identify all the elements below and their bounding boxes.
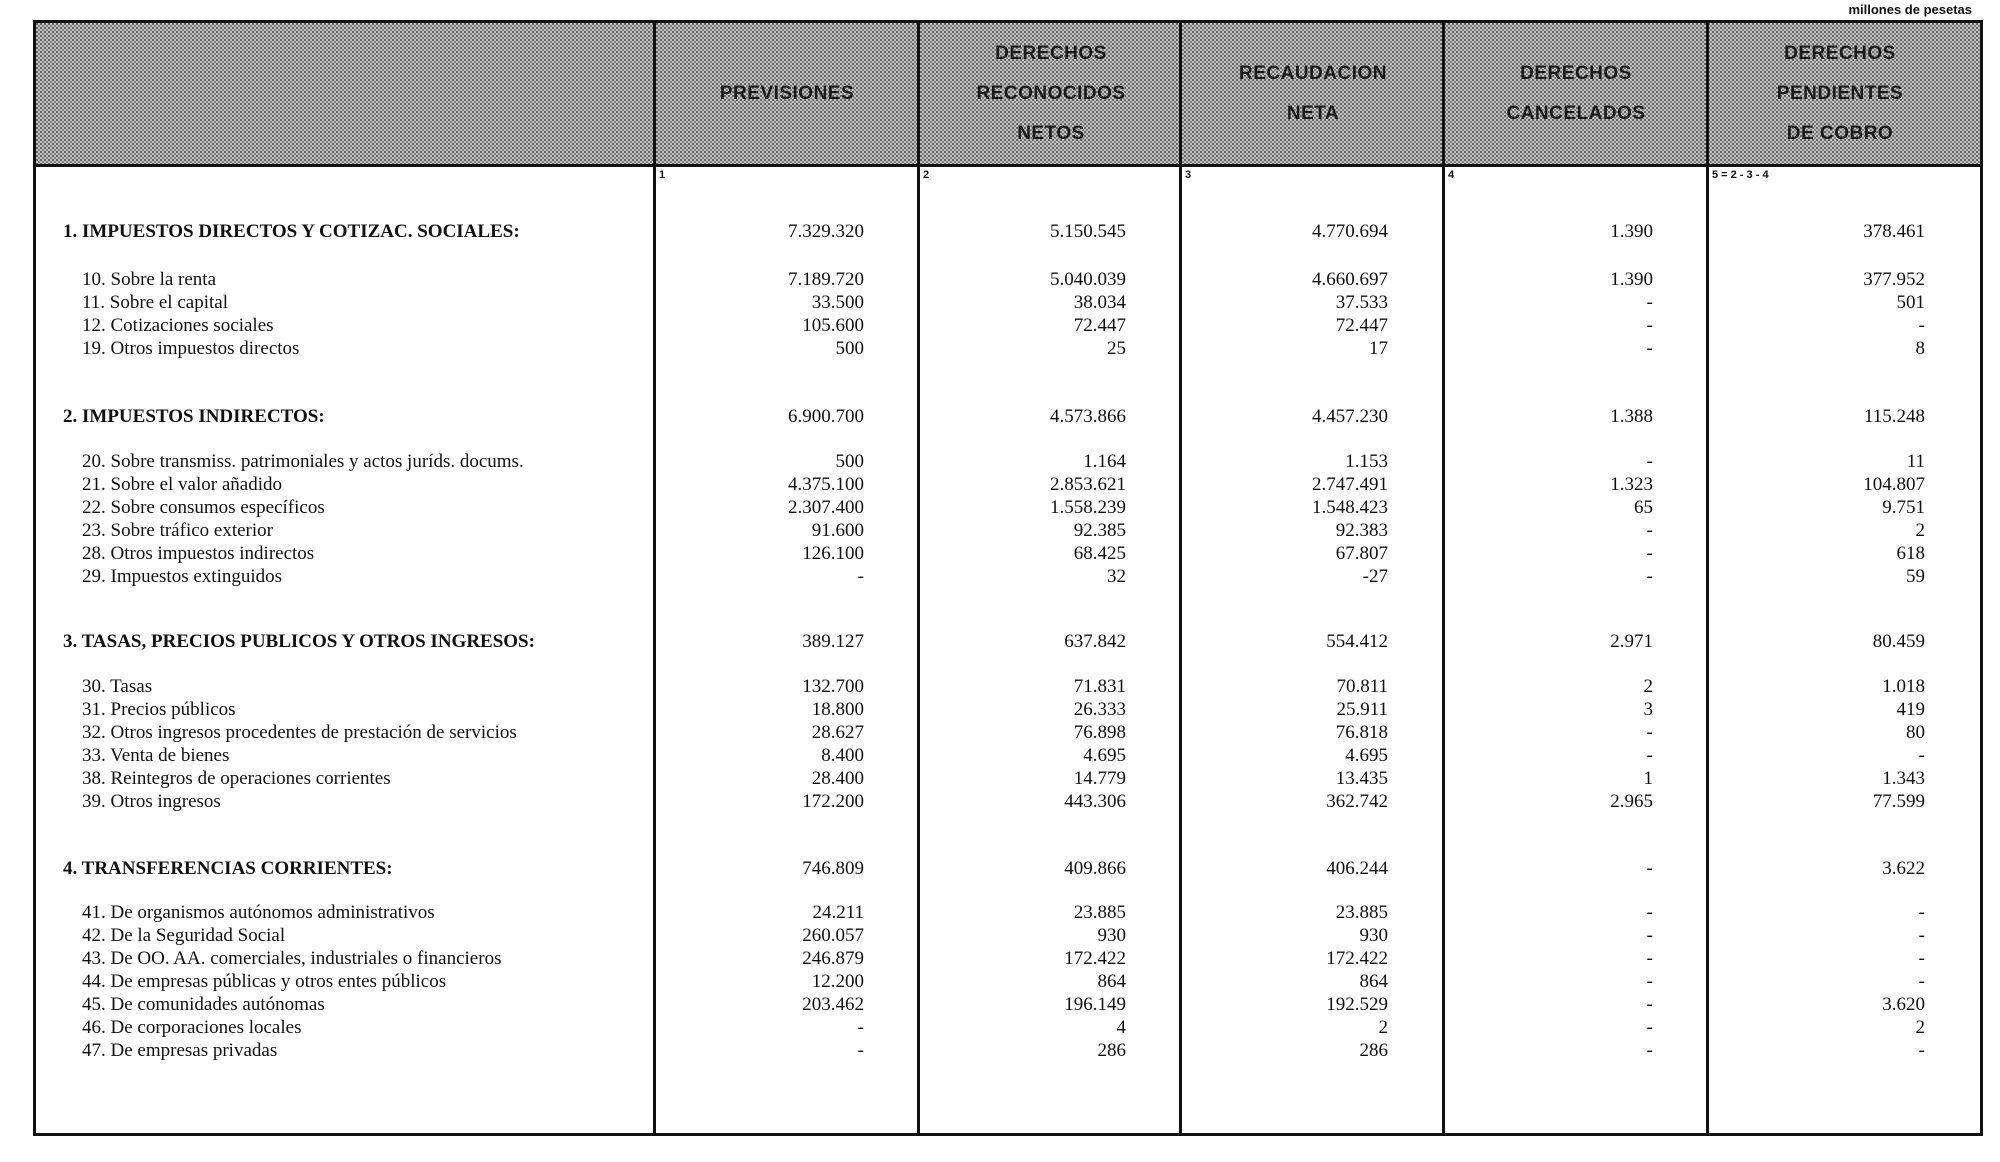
row-label: 46. De corporaciones locales bbox=[82, 1017, 302, 1038]
cell-value: 28.400 bbox=[811, 768, 864, 789]
column-header bbox=[1709, 23, 1971, 164]
table-row bbox=[36, 450, 1980, 473]
cell-value: 1.548.423 bbox=[1312, 497, 1388, 518]
cell-value: 1.323 bbox=[1610, 474, 1653, 495]
column-header-line: DERECHOS bbox=[1784, 42, 1896, 64]
cell-value: - bbox=[1646, 745, 1653, 766]
row-label: 19. Otros impuestos directos bbox=[82, 338, 300, 359]
cell-value: - bbox=[1918, 1040, 1925, 1061]
cell-value: 92.383 bbox=[1335, 520, 1388, 541]
cell-value: - bbox=[1918, 315, 1925, 336]
row-label: 31. Precios públicos bbox=[82, 699, 236, 720]
cell-value: 126.100 bbox=[802, 543, 864, 564]
cell-value: 172.422 bbox=[1326, 948, 1388, 969]
cell-value: 76.818 bbox=[1335, 722, 1388, 743]
table-row bbox=[36, 721, 1980, 744]
column-header-line: CANCELADOS bbox=[1506, 102, 1646, 124]
cell-value: 930 bbox=[1097, 925, 1126, 946]
cell-value: 4.770.694 bbox=[1312, 221, 1388, 242]
cell-value: - bbox=[857, 1017, 864, 1038]
column-number: 2 bbox=[923, 169, 930, 181]
cell-value: 32 bbox=[1107, 566, 1126, 587]
cell-value: - bbox=[1646, 971, 1653, 992]
cell-value: - bbox=[1646, 566, 1653, 587]
cell-value: 1 bbox=[1643, 768, 1653, 789]
cell-value: 2 bbox=[1378, 1017, 1388, 1038]
cell-value: 554.412 bbox=[1326, 631, 1388, 652]
cell-value: 37.533 bbox=[1335, 292, 1388, 313]
cell-value: - bbox=[1646, 722, 1653, 743]
column-header bbox=[656, 23, 918, 164]
column-header-line: PREVISIONES bbox=[719, 82, 855, 104]
cell-value: 389.127 bbox=[802, 631, 864, 652]
cell-value: - bbox=[1918, 925, 1925, 946]
cell-value: 65 bbox=[1634, 497, 1653, 518]
cell-value: - bbox=[1646, 315, 1653, 336]
column-header-line: RECAUDACION bbox=[1239, 62, 1387, 84]
cell-value: 5.040.039 bbox=[1050, 269, 1126, 290]
cell-value: 1.153 bbox=[1345, 451, 1388, 472]
cell-value: 76.898 bbox=[1073, 722, 1126, 743]
cell-value: 26.333 bbox=[1073, 699, 1126, 720]
cell-value: 80 bbox=[1906, 722, 1925, 743]
column-rule bbox=[917, 23, 920, 1133]
cell-value: - bbox=[1646, 1017, 1653, 1038]
cell-value: 2.965 bbox=[1610, 791, 1653, 812]
cell-value: 91.600 bbox=[811, 520, 864, 541]
cell-value: 4.457.230 bbox=[1312, 406, 1388, 427]
cell-value: 419 bbox=[1896, 699, 1925, 720]
cell-value: 92.385 bbox=[1073, 520, 1126, 541]
column-header-line: PENDIENTES bbox=[1776, 82, 1904, 104]
cell-value: - bbox=[1646, 338, 1653, 359]
column-header-line: NETOS bbox=[1017, 122, 1085, 144]
cell-value: 8.400 bbox=[821, 745, 864, 766]
cell-value: 260.057 bbox=[802, 925, 864, 946]
cell-value: 2 bbox=[1915, 1017, 1925, 1038]
table-row bbox=[36, 675, 1980, 698]
table-row bbox=[36, 337, 1980, 360]
cell-value: 864 bbox=[1359, 971, 1388, 992]
cell-value: 196.149 bbox=[1064, 994, 1126, 1015]
table-row bbox=[36, 542, 1980, 565]
column-number: 4 bbox=[1448, 169, 1455, 181]
table-row bbox=[36, 970, 1980, 993]
section-label: 2. IMPUESTOS INDIRECTOS: bbox=[63, 406, 325, 427]
row-label: 41. De organismos autónomos administrativos bbox=[82, 902, 435, 923]
cell-value: 70.811 bbox=[1336, 676, 1388, 697]
cell-value: 132.700 bbox=[802, 676, 864, 697]
column-header-line: DERECHOS bbox=[995, 42, 1107, 64]
cell-value: 80.459 bbox=[1872, 631, 1925, 652]
cell-value: 14.779 bbox=[1073, 768, 1126, 789]
cell-value: 1.558.239 bbox=[1050, 497, 1126, 518]
table-row bbox=[36, 1039, 1980, 1062]
cell-value: 864 bbox=[1097, 971, 1126, 992]
cell-value: 23.885 bbox=[1073, 902, 1126, 923]
table-row bbox=[36, 565, 1980, 588]
cell-value: 172.422 bbox=[1064, 948, 1126, 969]
column-rule bbox=[653, 23, 656, 1133]
cell-value: - bbox=[1646, 948, 1653, 969]
column-header bbox=[1445, 23, 1707, 164]
row-label: 10. Sobre la renta bbox=[82, 269, 217, 290]
section-row bbox=[36, 857, 1980, 880]
cell-value: 9.751 bbox=[1882, 497, 1925, 518]
cell-value: 1.018 bbox=[1882, 676, 1925, 697]
cell-value: 1.390 bbox=[1610, 221, 1653, 242]
cell-value: 17 bbox=[1369, 338, 1388, 359]
table-row bbox=[36, 268, 1980, 291]
table-row bbox=[36, 901, 1980, 924]
cell-value: - bbox=[1646, 451, 1653, 472]
table-row bbox=[36, 519, 1980, 542]
cell-value: -27 bbox=[1362, 566, 1388, 587]
cell-value: 409.866 bbox=[1064, 858, 1126, 879]
cell-value: 4.375.100 bbox=[788, 474, 864, 495]
cell-value: - bbox=[1646, 994, 1653, 1015]
row-label: 39. Otros ingresos bbox=[82, 791, 221, 812]
column-number: 5 = 2 - 3 - 4 bbox=[1712, 169, 1769, 181]
cell-value: - bbox=[1646, 902, 1653, 923]
column-header-line: NETA bbox=[1286, 102, 1340, 124]
cell-value: 6.900.700 bbox=[788, 406, 864, 427]
revenue-table bbox=[33, 20, 1983, 1136]
table-row bbox=[36, 993, 1980, 1016]
row-label: 32. Otros ingresos procedentes de prestación de servicios bbox=[82, 722, 517, 743]
table-row bbox=[36, 767, 1980, 790]
cell-value: 3.620 bbox=[1882, 994, 1925, 1015]
cell-value: 203.462 bbox=[802, 994, 864, 1015]
cell-value: 1.164 bbox=[1083, 451, 1126, 472]
row-label: 22. Sobre consumos específicos bbox=[82, 497, 325, 518]
section-row bbox=[36, 220, 1980, 243]
row-label: 12. Cotizaciones sociales bbox=[82, 315, 274, 336]
cell-value: - bbox=[1918, 971, 1925, 992]
row-label: 45. De comunidades autónomas bbox=[82, 994, 325, 1015]
cell-value: 362.742 bbox=[1326, 791, 1388, 812]
cell-value: - bbox=[1918, 948, 1925, 969]
cell-value: 500 bbox=[835, 451, 864, 472]
row-label: 20. Sobre transmiss. patrimoniales y actos juríds. docums. bbox=[82, 451, 524, 472]
cell-value: 246.879 bbox=[802, 948, 864, 969]
row-label: 23. Sobre tráfico exterior bbox=[82, 520, 273, 541]
cell-value: 443.306 bbox=[1064, 791, 1126, 812]
column-header-line: RECONOCIDOS bbox=[976, 82, 1126, 104]
cell-value: 4.695 bbox=[1345, 745, 1388, 766]
cell-value: 13.435 bbox=[1335, 768, 1388, 789]
cell-value: 406.244 bbox=[1326, 858, 1388, 879]
cell-value: 4.573.866 bbox=[1050, 406, 1126, 427]
cell-value: 4.695 bbox=[1083, 745, 1126, 766]
row-label: 30. Tasas bbox=[82, 676, 153, 697]
cell-value: 4.660.697 bbox=[1312, 269, 1388, 290]
table-row bbox=[36, 924, 1980, 947]
column-number: 3 bbox=[1185, 169, 1192, 181]
cell-value: 3.622 bbox=[1882, 858, 1925, 879]
cell-value: 2.971 bbox=[1610, 631, 1653, 652]
cell-value: 59 bbox=[1906, 566, 1925, 587]
section-label: 4. TRANSFERENCIAS CORRIENTES: bbox=[63, 858, 393, 879]
cell-value: 8 bbox=[1915, 338, 1925, 359]
cell-value: - bbox=[1918, 745, 1925, 766]
cell-value: 11 bbox=[1906, 451, 1925, 472]
section-label: 3. TASAS, PRECIOS PUBLICOS Y OTROS INGRESOS: bbox=[63, 631, 535, 652]
table-row bbox=[36, 291, 1980, 314]
cell-value: 67.807 bbox=[1335, 543, 1388, 564]
row-label: 44. De empresas públicas y otros entes públicos bbox=[82, 971, 447, 992]
column-rule bbox=[1442, 23, 1445, 1133]
row-label: 43. De OO. AA. comerciales, industriales o financieros bbox=[82, 948, 502, 969]
table-row bbox=[36, 698, 1980, 721]
column-header bbox=[1182, 23, 1444, 164]
table-row bbox=[36, 790, 1980, 813]
cell-value: 25.911 bbox=[1336, 699, 1388, 720]
cell-value: 2 bbox=[1915, 520, 1925, 541]
cell-value: 286 bbox=[1097, 1040, 1126, 1061]
table-row bbox=[36, 473, 1980, 496]
cell-value: 501 bbox=[1896, 292, 1925, 313]
cell-value: 618 bbox=[1896, 543, 1925, 564]
cell-value: 25 bbox=[1107, 338, 1126, 359]
row-label: 11. Sobre el capital bbox=[82, 292, 228, 313]
cell-value: 192.529 bbox=[1326, 994, 1388, 1015]
cell-value: 930 bbox=[1359, 925, 1388, 946]
cell-value: 28.627 bbox=[811, 722, 864, 743]
cell-value: 115.248 bbox=[1863, 406, 1925, 427]
table-row bbox=[36, 496, 1980, 519]
column-header-line: DERECHOS bbox=[1520, 62, 1632, 84]
cell-value: 286 bbox=[1359, 1040, 1388, 1061]
cell-value: - bbox=[857, 1040, 864, 1061]
cell-value: 38.034 bbox=[1073, 292, 1126, 313]
table-row bbox=[36, 1016, 1980, 1039]
cell-value: - bbox=[1646, 543, 1653, 564]
cell-value: 1.343 bbox=[1882, 768, 1925, 789]
cell-value: 637.842 bbox=[1064, 631, 1126, 652]
cell-value: 77.599 bbox=[1872, 791, 1925, 812]
cell-value: 12.200 bbox=[811, 971, 864, 992]
column-header bbox=[920, 23, 1182, 164]
cell-value: 72.447 bbox=[1335, 315, 1388, 336]
column-number: 1 bbox=[659, 169, 666, 181]
cell-value: 1.390 bbox=[1610, 269, 1653, 290]
column-rule bbox=[1179, 23, 1182, 1133]
cell-value: - bbox=[1918, 902, 1925, 923]
cell-value: 7.189.720 bbox=[788, 269, 864, 290]
cell-value: 68.425 bbox=[1073, 543, 1126, 564]
cell-value: 1.388 bbox=[1610, 406, 1653, 427]
cell-value: 2.853.621 bbox=[1050, 474, 1126, 495]
cell-value: - bbox=[1646, 1040, 1653, 1061]
cell-value: 33.500 bbox=[811, 292, 864, 313]
cell-value: 3 bbox=[1643, 699, 1653, 720]
cell-value: 2.747.491 bbox=[1312, 474, 1388, 495]
row-label: 33. Venta de bienes bbox=[82, 745, 230, 766]
cell-value: 4 bbox=[1116, 1017, 1126, 1038]
row-label: 42. De la Seguridad Social bbox=[82, 925, 286, 946]
cell-value: - bbox=[1646, 292, 1653, 313]
cell-value: - bbox=[1646, 925, 1653, 946]
cell-value: 23.885 bbox=[1335, 902, 1388, 923]
units-note: millones de pesetas bbox=[1848, 2, 1972, 17]
column-header-line: DE COBRO bbox=[1786, 122, 1894, 144]
table-row bbox=[36, 314, 1980, 337]
table-row bbox=[36, 744, 1980, 767]
section-row bbox=[36, 405, 1980, 428]
column-rule bbox=[1706, 23, 1709, 1133]
cell-value: 105.600 bbox=[802, 315, 864, 336]
cell-value: 71.831 bbox=[1073, 676, 1126, 697]
table-row bbox=[36, 947, 1980, 970]
cell-value: - bbox=[1646, 520, 1653, 541]
cell-value: 746.809 bbox=[802, 858, 864, 879]
row-label: 47. De empresas privadas bbox=[82, 1040, 278, 1061]
row-label: 29. Impuestos extinguidos bbox=[82, 566, 283, 587]
row-label: 28. Otros impuestos indirectos bbox=[82, 543, 315, 564]
section-row bbox=[36, 630, 1980, 653]
cell-value: 172.200 bbox=[802, 791, 864, 812]
cell-value: 24.211 bbox=[812, 902, 864, 923]
section-label: 1. IMPUESTOS DIRECTOS Y COTIZAC. SOCIALES: bbox=[63, 221, 520, 242]
cell-value: 500 bbox=[835, 338, 864, 359]
cell-value: 7.329.320 bbox=[788, 221, 864, 242]
cell-value: 18.800 bbox=[811, 699, 864, 720]
cell-value: - bbox=[1646, 858, 1653, 879]
row-label: 21. Sobre el valor añadido bbox=[82, 474, 282, 495]
cell-value: - bbox=[857, 566, 864, 587]
row-label: 38. Reintegros de operaciones corrientes bbox=[82, 768, 391, 789]
cell-value: 104.807 bbox=[1863, 474, 1925, 495]
cell-value: 72.447 bbox=[1073, 315, 1126, 336]
cell-value: 2 bbox=[1643, 676, 1653, 697]
cell-value: 5.150.545 bbox=[1050, 221, 1126, 242]
cell-value: 377.952 bbox=[1863, 269, 1925, 290]
cell-value: 378.461 bbox=[1863, 221, 1925, 242]
cell-value: 2.307.400 bbox=[788, 497, 864, 518]
